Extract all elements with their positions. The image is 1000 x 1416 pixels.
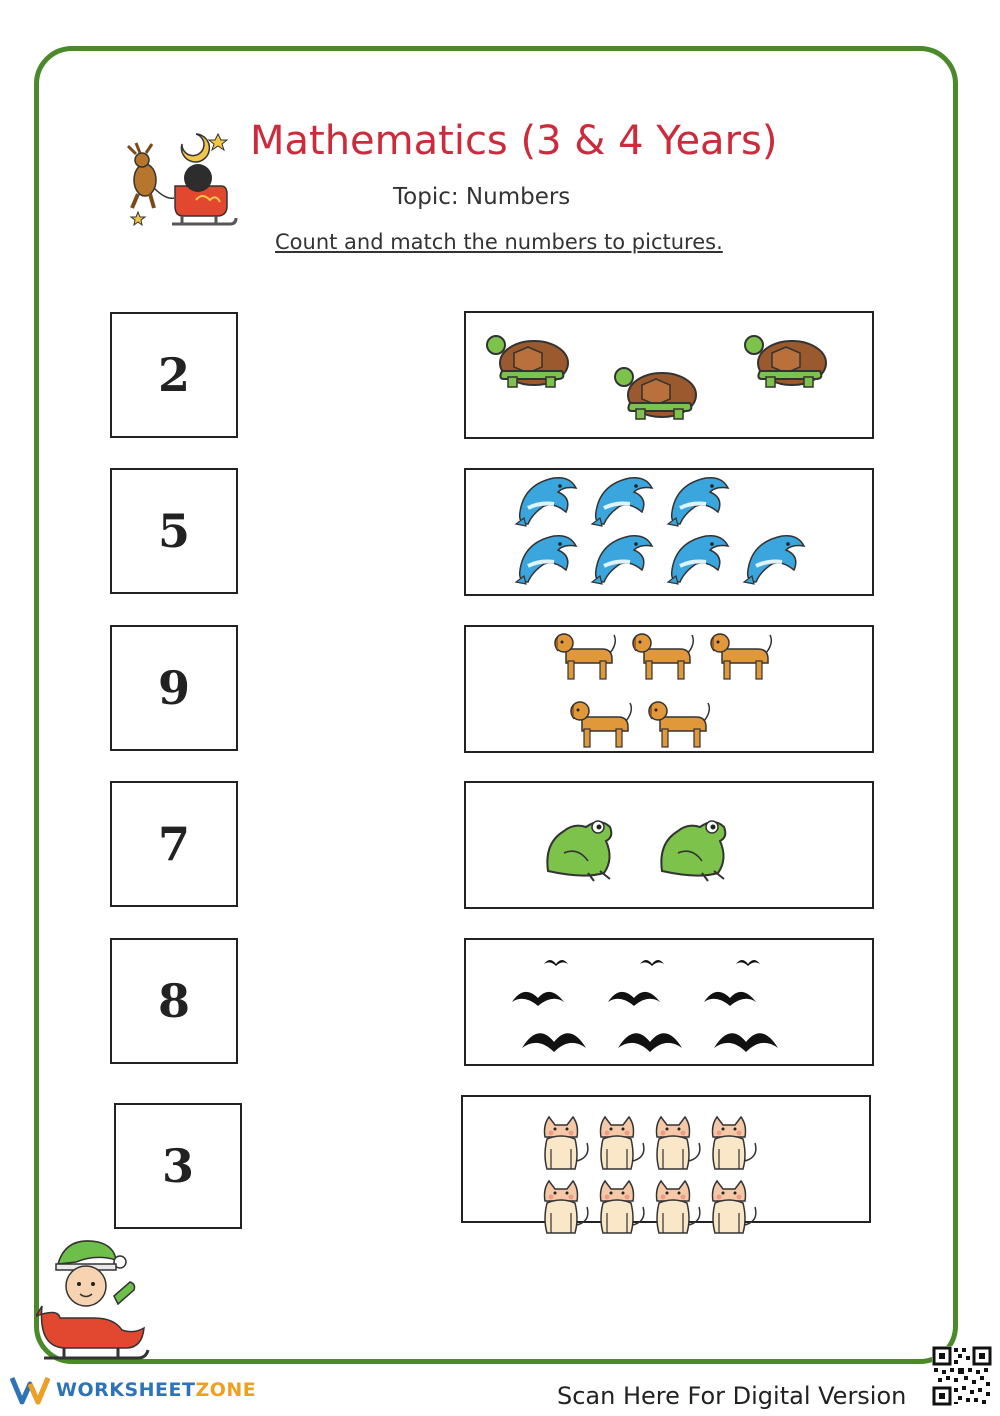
bird-icon: [618, 1033, 682, 1052]
cat-icon: [657, 1117, 700, 1169]
bird-icon: [704, 992, 756, 1006]
picture-box-turtles[interactable]: [464, 311, 874, 439]
instruction-text: Count and match the numbers to pictures.: [275, 230, 723, 254]
picture-box-cats[interactable]: [461, 1095, 871, 1223]
bird-icon: [714, 1033, 778, 1052]
scan-text: Scan Here For Digital Version: [557, 1382, 907, 1410]
bird-icon: [512, 992, 564, 1006]
elf-sleigh-icon: [36, 1236, 152, 1364]
turtle-icon: [487, 336, 568, 387]
cat-icon: [601, 1181, 644, 1233]
dolphin-icon: [668, 536, 728, 584]
number-box[interactable]: 8: [110, 938, 238, 1064]
picture-box-birds[interactable]: [464, 938, 874, 1066]
dog-icon: [571, 702, 631, 747]
brand-name-part2: ZONE: [195, 1379, 257, 1401]
brand-name-part1: WORKSHEET: [56, 1379, 196, 1401]
number-box[interactable]: 9: [110, 625, 238, 751]
picture-box-dolphins[interactable]: [464, 468, 874, 596]
qr-code-icon[interactable]: [932, 1346, 992, 1406]
page-title: Mathematics (3 & 4 Years): [250, 118, 778, 164]
dolphin-icon: [516, 478, 576, 526]
dog-icon: [633, 634, 693, 679]
number-box[interactable]: 5: [110, 468, 238, 594]
cat-icon: [713, 1181, 756, 1233]
dog-icon: [649, 702, 709, 747]
dolphin-icon: [592, 478, 652, 526]
cat-icon: [657, 1181, 700, 1233]
number-box[interactable]: 7: [110, 781, 238, 907]
picture-box-dogs[interactable]: [464, 625, 874, 753]
picture-box-frogs[interactable]: [464, 781, 874, 909]
bird-icon: [544, 960, 568, 966]
frog-icon: [547, 821, 611, 881]
dog-icon: [711, 634, 771, 679]
cat-icon: [545, 1117, 588, 1169]
bird-icon: [640, 960, 664, 966]
turtle-icon: [615, 368, 696, 419]
frog-icon: [661, 821, 725, 881]
brand-logo: [10, 1374, 256, 1406]
dolphin-icon: [516, 536, 576, 584]
dolphin-icon: [668, 478, 728, 526]
cat-icon: [601, 1117, 644, 1169]
brand-logo-icon: [10, 1374, 50, 1406]
number-box[interactable]: 3: [114, 1103, 242, 1229]
dog-icon: [555, 634, 615, 679]
turtle-icon: [745, 336, 826, 387]
cat-icon: [545, 1181, 588, 1233]
bird-icon: [522, 1033, 586, 1052]
number-box[interactable]: 2: [110, 312, 238, 438]
cat-icon: [713, 1117, 756, 1169]
reindeer-sleigh-icon: [120, 128, 238, 240]
bird-icon: [608, 992, 660, 1006]
topic-label: Topic: Numbers: [393, 184, 571, 210]
dolphin-icon: [592, 536, 652, 584]
dolphin-icon: [744, 536, 804, 584]
bird-icon: [736, 960, 760, 966]
bird-group: [512, 960, 778, 1052]
